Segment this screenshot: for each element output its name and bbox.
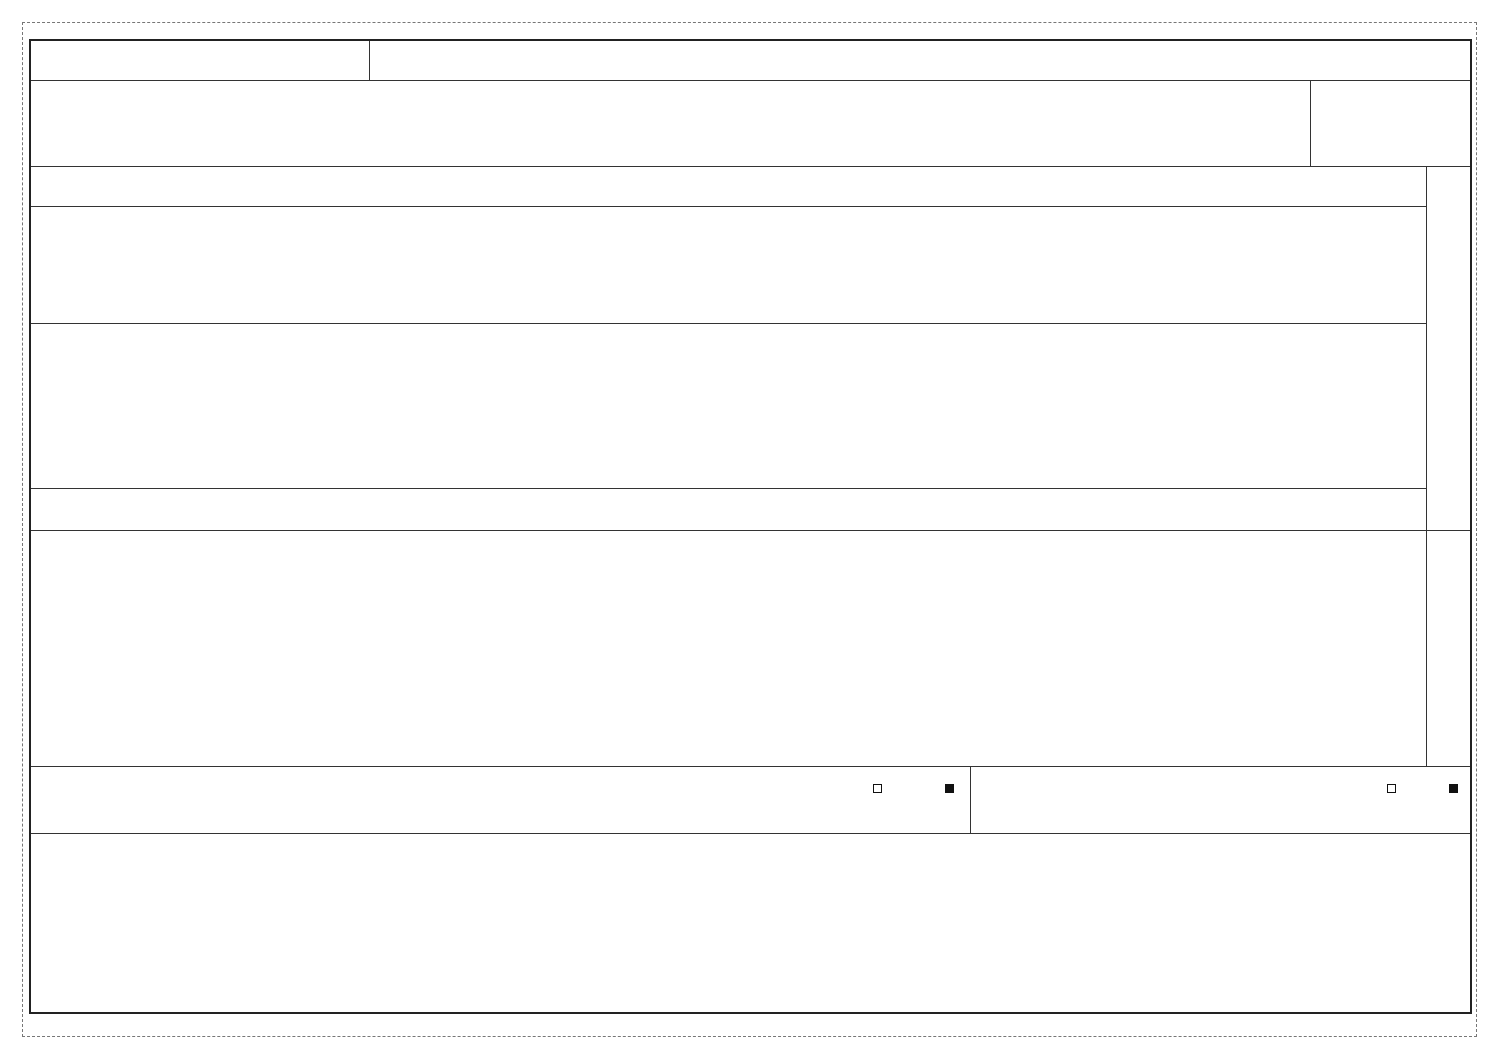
internal-yes-checkbox[interactable] — [1449, 784, 1458, 793]
visits-row — [31, 489, 1426, 529]
links-block — [31, 767, 1470, 834]
description-row — [31, 81, 1470, 167]
service-id — [31, 41, 370, 80]
access-block — [31, 531, 1470, 767]
steps-block — [31, 834, 1470, 1012]
internal-links — [970, 767, 1470, 833]
external-no-checkbox[interactable] — [873, 784, 882, 793]
regulations — [31, 324, 1426, 489]
specs-content — [31, 167, 1426, 530]
specs-side — [1426, 167, 1470, 530]
access-stages — [31, 531, 1426, 766]
description-text — [31, 81, 1310, 166]
access-side — [1426, 531, 1470, 766]
header-row — [31, 41, 1470, 81]
internal-no-checkbox[interactable] — [1387, 784, 1396, 793]
external-links — [31, 767, 970, 833]
description-label-cell — [1310, 81, 1470, 166]
specs-block — [31, 167, 1470, 531]
service-sheet — [29, 39, 1472, 1014]
steps-side — [1426, 834, 1470, 1012]
start-options-row — [31, 167, 1426, 207]
required-docs — [31, 207, 1426, 324]
external-yes-checkbox[interactable] — [945, 784, 954, 793]
service-title — [370, 41, 1470, 80]
